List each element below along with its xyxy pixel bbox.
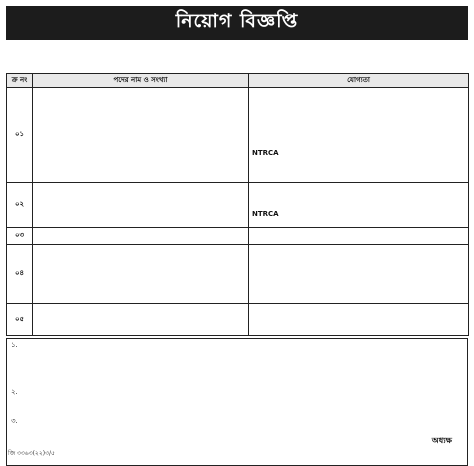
condition-line xyxy=(25,379,463,389)
row-serial: ০২ xyxy=(7,183,33,228)
footer-code: জি ৩৩৬৩(২২)৩/৫ xyxy=(8,450,55,457)
condition-item xyxy=(11,388,463,417)
qualification-line xyxy=(252,191,465,201)
qualification-line xyxy=(252,315,465,325)
qualification-line xyxy=(252,250,465,260)
row-qualification xyxy=(249,228,469,245)
qualification-line xyxy=(252,231,465,241)
table-row xyxy=(7,304,469,336)
condition-line xyxy=(25,408,463,418)
condition-line xyxy=(25,388,463,398)
condition-number: ১. xyxy=(11,340,18,349)
post-line xyxy=(36,324,245,334)
intro-line xyxy=(6,56,468,68)
post-line xyxy=(36,116,245,126)
posts-table xyxy=(6,73,469,336)
condition-line xyxy=(25,456,463,466)
qualification-line xyxy=(252,200,465,210)
row-post xyxy=(33,245,249,304)
table-row xyxy=(7,228,469,245)
post-line xyxy=(36,274,245,284)
condition-line xyxy=(25,427,463,437)
row-post xyxy=(33,183,249,228)
condition-number: ৩. xyxy=(11,417,18,426)
ntrca-tag: NTRCA xyxy=(252,149,279,158)
post-line xyxy=(36,107,245,117)
condition-text xyxy=(25,388,463,417)
post-line xyxy=(36,164,245,174)
row-qualification xyxy=(249,304,469,336)
post-line xyxy=(36,135,245,145)
condition-line xyxy=(25,417,463,427)
row-post xyxy=(33,304,249,336)
intro-line xyxy=(6,44,468,56)
row-post xyxy=(33,228,249,245)
condition-line xyxy=(25,341,463,351)
table-row xyxy=(7,183,469,228)
table-header-row xyxy=(7,74,469,88)
row-serial: ০৫ xyxy=(7,304,33,336)
condition-number: ২. xyxy=(11,388,18,397)
table-row xyxy=(7,245,469,304)
qualification-line xyxy=(252,288,465,298)
qualification-line xyxy=(252,140,465,150)
post-line xyxy=(36,126,245,136)
condition-line xyxy=(25,398,463,408)
condition-line xyxy=(25,369,463,379)
condition-line xyxy=(25,350,463,360)
post-line xyxy=(36,305,245,315)
condition-text xyxy=(25,341,463,389)
condition-item xyxy=(11,417,463,465)
row-serial: ০৪ xyxy=(7,245,33,304)
qualification-line xyxy=(252,121,465,131)
header-serial: ক্র নং xyxy=(7,74,33,88)
qualification-line xyxy=(252,279,465,289)
header-post: পদের নাম ও সংখ্যা xyxy=(33,74,249,88)
row-serial: ০১ xyxy=(7,88,33,183)
condition-line xyxy=(25,446,463,456)
post-line xyxy=(36,231,245,241)
conditions-block xyxy=(6,338,468,466)
qualification-line xyxy=(252,269,465,279)
ntrca-tag: NTRCA xyxy=(252,209,279,218)
row-post xyxy=(33,88,249,183)
condition-text xyxy=(25,417,463,465)
condition-line xyxy=(25,436,463,446)
row-qualification xyxy=(249,183,469,228)
qualification-line xyxy=(252,260,465,270)
post-line xyxy=(36,145,245,155)
row-qualification xyxy=(249,245,469,304)
qualification-line xyxy=(252,210,465,220)
header-qualification: যোগ্যতা xyxy=(249,74,469,88)
row-serial: ০৩ xyxy=(7,228,33,245)
post-line xyxy=(36,200,245,210)
row-qualification xyxy=(249,88,469,183)
post-line xyxy=(36,315,245,325)
post-line xyxy=(36,265,245,275)
intro-paragraph xyxy=(6,44,468,70)
condition-item xyxy=(11,341,463,389)
qualification-line xyxy=(252,149,465,159)
qualification-line xyxy=(252,111,465,121)
qualification-line xyxy=(252,130,465,140)
post-line xyxy=(36,97,245,107)
signature-principal: অধ্যক্ষ xyxy=(431,436,452,445)
condition-line xyxy=(25,360,463,370)
table-row xyxy=(7,88,469,183)
post-line xyxy=(36,154,245,164)
notice-title: নিয়োগ বিজ্ঞপ্তি xyxy=(6,6,468,40)
